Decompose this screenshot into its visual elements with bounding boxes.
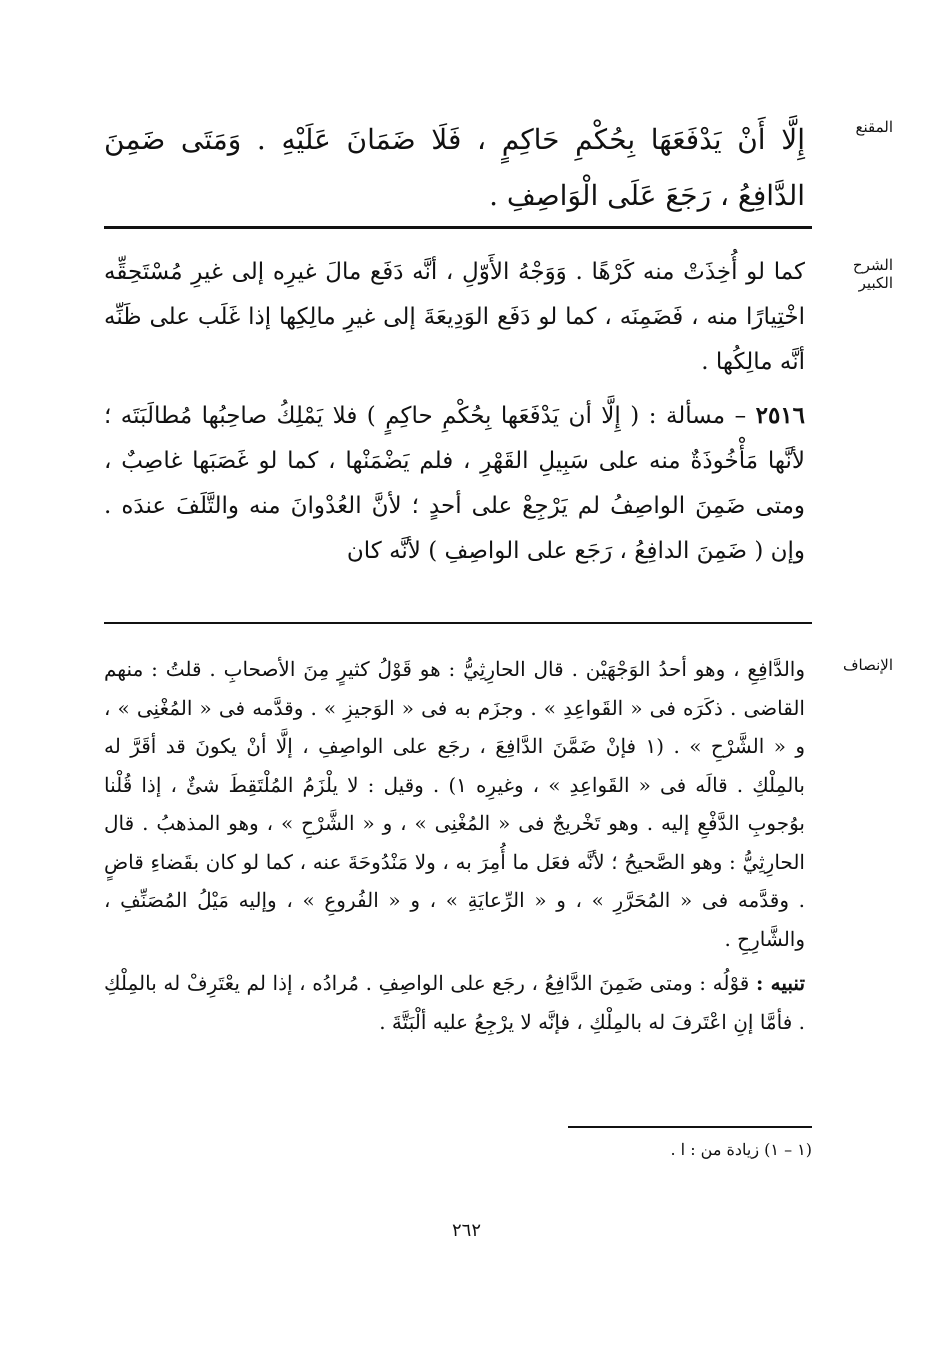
insaf-tanbih-paragraph bbox=[104, 964, 805, 1041]
insaf-paragraph-1: والدَّافِعِ ، وهو أحدُ الوَجْهَيْن . قال الحارِثِيُّ : هو قَوْلُ كثيرٍ مِنَ الأصحابِ . قلتُ : منهم القاضى . ذكَرَه فى « القَواعِدِ » . وجزَم به فى « الوَجيزِ » . وقدَّمه فى « المُغْنِى » ، و « الشَّرْحِ » . (١ فإنْ ضَمَّنَ الدَّافِعَ ، رجَع على الواصِفِ ، إلَّا أنْ يكونَ قد أقَرَّ له بالمِلْكِ . قالَه فى « القَواعِدِ » ، وغيرِه ١) . وقيل : لا يلْزَمُ المُلْتَقِطَ شئٌ ، إذا قُلْنا بوُجوبِ الدَّفْعِ إليه . وهو تَخْريجٌ فى « المُغْنِى » ، و « الشَّرْحِ » ، وهو المذهبُ . قال الحارِثِيُّ : وهو الصَّحيحُ ؛ لأنَّه فعَل ما أُمِرَ به ، ولا مَنْدُوحَةَ عنه ، كما لو كان بقَضاءِ قاضٍ . وقدَّمه فى « المُحَرَّرِ » ، و « الرِّعايَةِ » ، و « الفُروعِ » ، وإليه مَيْلُ المُصَنِّفِ ، والشَّارِحِ . bbox=[104, 657, 806, 951]
thin-divider bbox=[104, 622, 812, 624]
page-number: ٢٦٢ bbox=[451, 1220, 481, 1241]
section-label-sharh: الشرح الكبير bbox=[852, 256, 893, 292]
footnote: (١ – ١) زيادة من : ا . bbox=[670, 1140, 812, 1159]
section-label-muqni: المقنع bbox=[855, 118, 893, 136]
footnote-divider bbox=[568, 1126, 812, 1128]
sharh-body bbox=[104, 250, 805, 574]
muqni-text: إِلَّا أَنْ يَدْفَعَهَا بِحُكْمِ حَاكِمٍ ، فَلَا ضَمَانَ عَلَيْهِ . وَمَتَى ضَمِنَ الدَّافِعُ ، رَجَعَ عَلَى الْوَاصِفِ . bbox=[104, 123, 805, 212]
sharh-paragraph-1: كما لو أُخِذَتْ منه كَرْهًا . وَوَجْهُ الأَوّلِ ، أنَّه دَفَع مالَ غيرِه إلى غيرِ مُسْتَحِقِّه اخْتِيارًا منه ، فَضَمِنَه ، كما لو دَفَع الوَدِيعَةَ إلى غيرِ مالِكِها إذا غَلَب على ظَنِّه أنَّه مالِكُها . bbox=[104, 259, 805, 375]
issue-number: ٢٥١٦ bbox=[755, 402, 806, 429]
tanbih-label: تنبيه : bbox=[756, 971, 806, 995]
section-label-insaf: الإنصاف bbox=[842, 656, 893, 674]
tanbih-text: قوْلُه : ومتى ضَمِنَ الدَّافِعُ ، رجَع على الواصِفِ . مُرادُه ، إذا لم يعْتَرِفْ له بالمِلْكِ . فأمَّا إنِ اعْتَرفَ له بالمِلْكِ ، فإنَّه لا يرْجِعُ عليه ألْبَتَّةَ . bbox=[104, 971, 805, 1034]
insaf-body bbox=[104, 650, 805, 1041]
issue-text: – مسألة : ( إِلَّا أن يَدْفَعَها بِحُكْمِ حاكِمٍ ) فلا يَمْلِكُ صاحِبُها مُطالَبَتَه ؛ لأنَّها مَأْخُوذَةٌ منه على سَبِيلِ القَهْرِ ، فلم يَضْمَنْها ، كما لو غَصَبَها غاصِبٌ ، ومتى ضَمِنَ الواصِفُ لم يَرْجِعْ على أحدٍ ؛ لأنَّ العُدْوانَ منه والتَّلَفَ عندَه . وإن ( ضَمِنَ الدافِعُ ، رَجَع على الواصِفِ ) لأنَّه كان bbox=[104, 403, 805, 564]
sharh-paragraph-2 bbox=[104, 393, 805, 574]
thick-divider bbox=[104, 226, 812, 229]
